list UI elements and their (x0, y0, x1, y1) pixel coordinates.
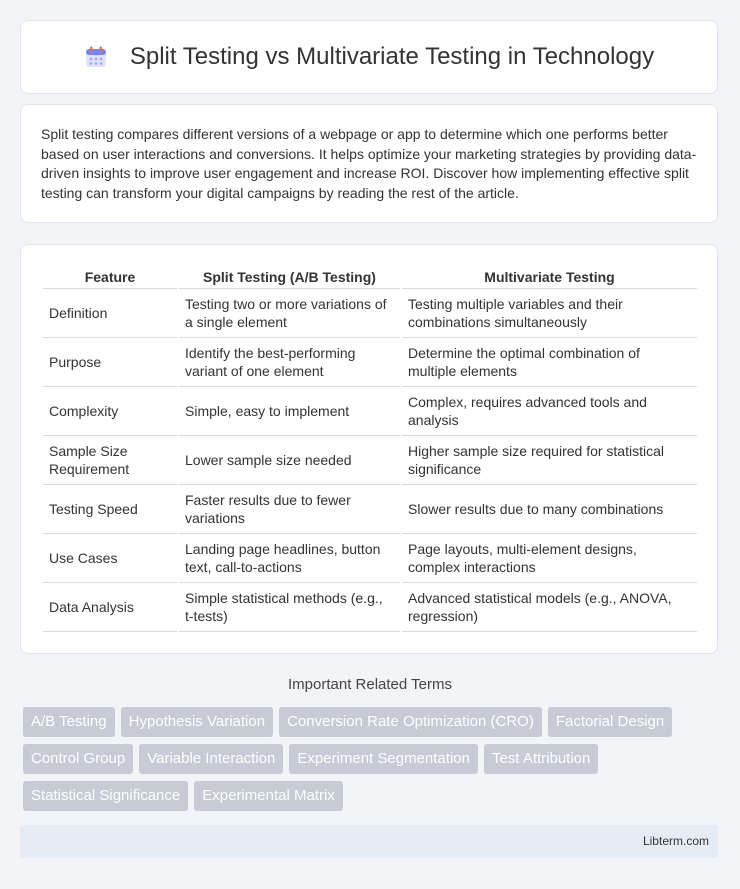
footer-brand[interactable]: Libterm.com (642, 834, 709, 848)
row-split: Lower sample size needed (179, 436, 400, 485)
row-feature: Purpose (43, 338, 177, 387)
table-row (43, 338, 697, 387)
row-split: Simple, easy to implement (179, 387, 400, 436)
title-card (20, 20, 718, 94)
row-split: Testing two or more variations of a single element (179, 289, 400, 338)
row-feature: Definition (43, 289, 177, 338)
table-row (43, 436, 697, 485)
row-multivariate: Slower results due to many combinations (402, 485, 697, 534)
related-term-tag[interactable]: Statistical Significance (23, 781, 188, 811)
calendar-icon (84, 45, 108, 69)
table-row (43, 485, 697, 534)
comparison-card (20, 244, 718, 654)
table-header-row (43, 267, 697, 289)
footer (20, 825, 718, 858)
table-row (43, 583, 697, 632)
related-term-tag[interactable]: Hypothesis Variation (121, 707, 273, 737)
row-multivariate: Higher sample size required for statistical significance (402, 436, 697, 485)
row-feature: Testing Speed (43, 485, 177, 534)
related-term-tag[interactable]: A/B Testing (23, 707, 115, 737)
related-term-tag[interactable]: Factorial Design (548, 707, 672, 737)
row-feature: Use Cases (43, 534, 177, 583)
row-multivariate: Determine the optimal combination of multiple elements (402, 338, 697, 387)
intro-card (20, 104, 718, 223)
comparison-table (41, 267, 699, 632)
row-feature: Sample Size Requirement (43, 436, 177, 485)
table-row (43, 387, 697, 436)
row-multivariate: Complex, requires advanced tools and analysis (402, 387, 697, 436)
related-term-tag[interactable]: Experimental Matrix (194, 781, 343, 811)
related-terms-title: Important Related Terms (288, 676, 452, 693)
header-feature: Feature (43, 267, 177, 289)
table-row (43, 289, 697, 338)
table-row (43, 534, 697, 583)
header-split-testing: Split Testing (A/B Testing) (179, 267, 400, 289)
row-multivariate: Testing multiple variables and their combinations simultaneously (402, 289, 697, 338)
page-title: Split Testing vs Multivariate Testing in Technology (129, 43, 655, 70)
row-split: Faster results due to fewer variations (179, 485, 400, 534)
related-term-tag[interactable]: Experiment Segmentation (289, 744, 478, 774)
row-split: Identify the best-performing variant of one element (179, 338, 400, 387)
related-term-tag[interactable]: Control Group (23, 744, 133, 774)
row-split: Landing page headlines, button text, call-to-actions (179, 534, 400, 583)
row-feature: Complexity (43, 387, 177, 436)
related-terms-list (23, 707, 723, 818)
header-multivariate-testing: Multivariate Testing (402, 267, 697, 289)
row-split: Simple statistical methods (e.g., t-tests) (179, 583, 400, 632)
row-multivariate: Page layouts, multi-element designs, complex interactions (402, 534, 697, 583)
intro-text: Split testing compares different versions of a webpage or app to determine which one performs better based on user interactions and conversions. It helps optimize your marketing strategies by providing data-driven insights to improve user engagement and increase ROI. Discover how implementing effective split testing can transform your digital campaigns by reading the rest of the article. (41, 126, 697, 201)
related-term-tag[interactable]: Test Attribution (484, 744, 598, 774)
row-feature: Data Analysis (43, 583, 177, 632)
row-multivariate: Advanced statistical models (e.g., ANOVA, regression) (402, 583, 697, 632)
related-term-tag[interactable]: Variable Interaction (139, 744, 283, 774)
related-term-tag[interactable]: Conversion Rate Optimization (CRO) (279, 707, 542, 737)
